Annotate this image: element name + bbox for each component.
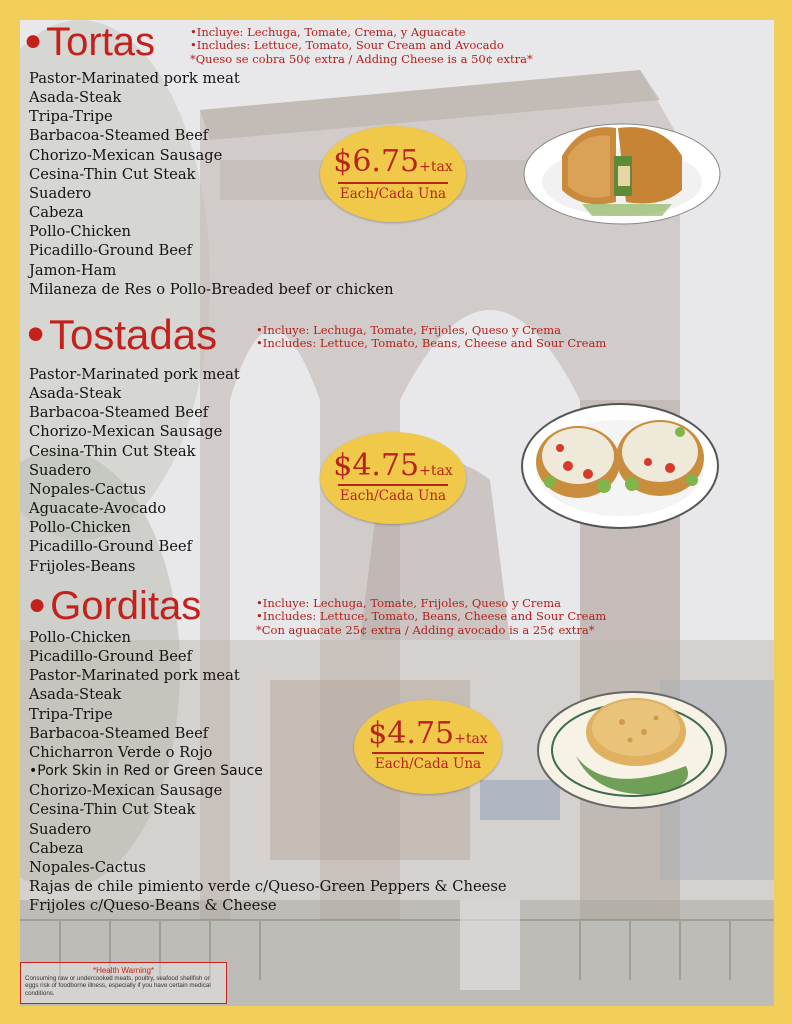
list-item: Jamon-Ham bbox=[29, 261, 117, 279]
price-line bbox=[320, 448, 466, 483]
note-line: *Con aguacate 25¢ extra / Adding avocado is a 25¢ extra* bbox=[256, 622, 595, 637]
section-title bbox=[26, 311, 218, 358]
list-item: Chicharron Verde o Rojo bbox=[29, 743, 213, 761]
list-item: Cabeza bbox=[29, 839, 84, 857]
list-item: Nopales-Cactus bbox=[29, 480, 146, 498]
price-divider bbox=[338, 484, 448, 486]
list-item: Asada-Steak bbox=[29, 686, 122, 704]
list-item: Chorizo-Mexican Sausage bbox=[29, 782, 223, 800]
bullet-icon: ● bbox=[28, 587, 47, 621]
list-item: Barbacoa-Steamed Beef bbox=[29, 127, 209, 145]
list-item: Suadero bbox=[29, 184, 92, 202]
price-amount: $6.75 bbox=[333, 144, 420, 179]
price-each-label: Each/Cada Una bbox=[339, 488, 447, 504]
list-item: Cesina-Thin Cut Steak bbox=[29, 801, 196, 819]
price-line bbox=[320, 144, 466, 179]
list-item: •Pork Skin in Red or Green Sauce bbox=[29, 763, 263, 780]
menu-page bbox=[20, 20, 774, 1006]
list-item: Frijoles-Beans bbox=[29, 557, 136, 575]
list-item: Asada-Steak bbox=[29, 89, 122, 107]
section-title-text: Tostadas bbox=[49, 311, 218, 358]
list-item: Picadillo-Ground Beef bbox=[29, 648, 193, 666]
list-item: Chorizo-Mexican Sausage bbox=[29, 423, 223, 441]
list-item: Suadero bbox=[29, 461, 92, 479]
list-item: Pollo-Chicken bbox=[29, 519, 132, 537]
bullet-icon: ● bbox=[26, 314, 46, 351]
list-item: Picadillo-Ground Beef bbox=[29, 538, 193, 556]
list-item: Picadillo-Ground Beef bbox=[29, 242, 193, 260]
price-each-label: Each/Cada Una bbox=[339, 186, 447, 202]
price-tax: +tax bbox=[419, 159, 453, 175]
list-item: Chorizo-Mexican Sausage bbox=[29, 146, 223, 164]
section-notes bbox=[256, 324, 606, 351]
list-item: Nopales-Cactus bbox=[29, 858, 146, 876]
note-line: •Incluye: Lechuga, Tomate, Frijoles, Queso y Crema bbox=[256, 323, 561, 337]
list-item: Pollo-Chicken bbox=[29, 223, 132, 241]
price-amount: $4.75 bbox=[368, 716, 455, 751]
health-warning-box bbox=[20, 962, 227, 1004]
note-line: •Includes: Lettuce, Tomato, Sour Cream and Avocado bbox=[190, 38, 504, 53]
price-badge bbox=[354, 700, 502, 794]
torta-sandwich-photo bbox=[522, 116, 722, 228]
list-item: Aguacate-Avocado bbox=[29, 500, 167, 518]
health-warning-text: Consuming raw or undercooked meats, poultry, seafood shellfish or eggs risk of foodborne illness, especially if you have certain medical conditions. bbox=[25, 975, 211, 997]
bullet-icon: ● bbox=[24, 23, 43, 57]
list-item: Tripa-Tripe bbox=[29, 705, 113, 723]
note-line: •Incluye: Lechuga, Tomate, Crema, y Aguacate bbox=[190, 25, 466, 39]
price-badge bbox=[320, 432, 466, 524]
list-item: Cesina-Thin Cut Steak bbox=[29, 442, 196, 460]
list-item: Pastor-Marinated pork meat bbox=[29, 667, 240, 685]
section-title bbox=[28, 586, 201, 626]
note-line: •Incluye: Lechuga, Tomate, Frijoles, Queso y Crema bbox=[256, 596, 561, 610]
section-title-text: Gorditas bbox=[50, 584, 202, 628]
note-line: •Includes: Lettuce, Tomato, Beans, Cheese and Sour Cream bbox=[256, 609, 607, 624]
list-item: Tripa-Tripe bbox=[29, 108, 113, 126]
note-line: *Queso se cobra 50¢ extra / Adding Cheese is a 50¢ extra* bbox=[190, 51, 533, 66]
list-item: Pastor-Marinated pork meat bbox=[29, 70, 240, 87]
price-divider bbox=[372, 752, 484, 754]
list-item: Asada-Steak bbox=[29, 385, 122, 403]
list-item: Barbacoa-Steamed Beef bbox=[29, 724, 209, 742]
price-each-label: Each/Cada Una bbox=[374, 756, 482, 772]
price-line bbox=[354, 716, 502, 751]
list-item: Pastor-Marinated pork meat bbox=[29, 366, 240, 383]
price-tax: +tax bbox=[454, 731, 488, 747]
health-warning-title: *Health Warning* bbox=[92, 966, 155, 975]
note-line: •Includes: Lettuce, Tomato, Beans, Cheese and Sour Cream bbox=[256, 336, 607, 351]
list-item: Cabeza bbox=[29, 204, 84, 222]
item-list bbox=[29, 365, 240, 576]
price-amount: $4.75 bbox=[333, 448, 420, 483]
list-item: Pollo-Chicken bbox=[29, 629, 132, 646]
price-divider bbox=[338, 182, 448, 184]
tostadas-photo bbox=[520, 396, 720, 530]
price-tax: +tax bbox=[419, 463, 453, 479]
section-notes bbox=[190, 26, 533, 66]
price-badge bbox=[320, 126, 466, 222]
list-item: Cesina-Thin Cut Steak bbox=[29, 165, 196, 183]
section-title bbox=[24, 22, 155, 62]
list-item: Frijoles c/Queso-Beans & Cheese bbox=[29, 897, 277, 915]
section-title-text: Tortas bbox=[46, 20, 156, 64]
gordita-photo bbox=[536, 686, 728, 810]
list-item: Suadero bbox=[29, 820, 92, 838]
list-item: Rajas de chile pimiento verde c/Queso-Green Peppers & Cheese bbox=[29, 878, 507, 896]
list-item: Barbacoa-Steamed Beef bbox=[29, 404, 209, 422]
list-item: Milaneza de Res o Pollo-Breaded beef or chicken bbox=[29, 280, 394, 298]
